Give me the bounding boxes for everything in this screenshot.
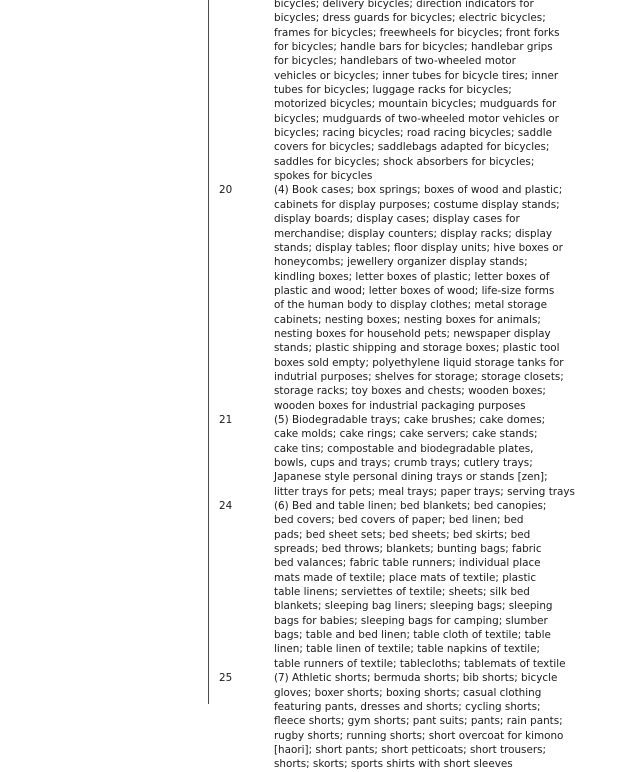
text-line: bed valances; fabric table runners; individual place [274,557,541,570]
text-line: indutrial purposes; shelves for storage; storage closets; [274,370,564,383]
goods-entry [0,183,624,413]
text-line: merchandise; display counters; display racks; display [274,227,552,240]
text-line: cabinets for display purposes; costume display stands; [274,198,560,211]
text-line: kindling boxes; letter boxes of plastic; letter boxes of [274,270,550,283]
text-line: saddles for bicycles; shock absorbers for bicycles; [274,155,535,168]
goods-description [274,499,566,671]
text-line: spreads; bed throws; blankets; bunting bags; fabric [274,543,542,556]
goods-entry [0,499,624,671]
text-line: [haori]; short pants; short petticoats; short trousers; [274,743,547,756]
text-line: cake tins; compostable and biodegradable plates, [274,442,534,455]
text-line: (7) Athletic shorts; bermuda shorts; bib shorts; bicycle [274,672,558,685]
text-line: rugby shorts; running shorts; short overcoat for kimono [274,729,564,742]
text-line: cake molds; cake rings; cake servers; cake stands; [274,428,538,441]
goods-entry [0,671,624,771]
text-line: tubes for bicycles; luggage racks for bicycles; [274,84,512,97]
goods-entry [0,0,624,183]
text-line: bicycles; racing bicycles; road racing bicycles; saddle [274,127,553,140]
text-line: shorts; skorts; sports shirts with short sleeves [274,758,513,771]
text-line: (5) Biodegradable trays; cake brushes; cake domes; [274,413,546,426]
text-line: of the human body to display clothes; metal storage [274,299,547,312]
text-line: nesting boxes for household pets; newspaper display [274,327,551,340]
text-line: featuring pants, dresses and shorts; cycling shorts; [274,700,541,713]
text-line: (4) Book cases; box springs; boxes of wood and plastic; [274,184,563,197]
text-line: bicycles; dress guards for bicycles; electric bicycles; [274,12,546,25]
goods-description [274,413,575,499]
text-line: Japanese style personal dining trays or stands [zen]; [274,471,548,484]
text-line: frames for bicycles; freewheels for bicycles; front forks [274,26,560,39]
class-number: 25 [219,672,233,685]
text-line: for bicycles; handlebars of two-wheeled motor [274,55,516,68]
text-line: bowls, cups and trays; crumb trays; cutlery trays; [274,457,533,469]
text-line: spokes for bicycles [274,170,373,183]
text-line: mats made of textile; place mats of textile; plastic [274,571,537,584]
goods-description [274,0,560,183]
text-line: blankets; sleeping bag liners; sleeping bags; sleeping [274,600,553,613]
text-line: boxes sold empty; polyethylene liquid storage tanks for [274,356,564,369]
text-line: litter trays for pets; meal trays; paper trays; serving trays [274,485,575,498]
text-line: bags for babies; sleeping bags for camping; slumber [274,614,548,627]
text-line: (6) Bed and table linen; bed blankets; bed canopies; [274,500,547,513]
text-line: motorized bicycles; mountain bicycles; mudguards for [274,98,557,111]
text-line: wooden boxes for industrial packaging purposes [274,399,526,412]
text-line: covers for bicycles; saddlebags adapted for bicycles; [274,141,550,154]
text-line: table runners of textile; tablecloths; tablemats of textile [274,657,566,670]
text-line: linen; table linen of textile; table napkins of textile; [274,643,541,656]
text-line: for bicycles; handle bars for bicycles; handlebar grips [274,41,553,54]
class-number: 24 [219,500,233,513]
text-line: bags; table and bed linen; table cloth of textile; table [274,629,551,642]
text-line: honeycombs; jewellery organizer display stands; [274,256,528,269]
goods-description [274,183,564,413]
text-line: fleece shorts; gym shorts; pant suits; pants; rain pants; [274,715,563,728]
text-line: bed covers; bed covers of paper; bed linen; bed [274,514,524,527]
text-line: stands; plastic shipping and storage boxes; plastic tool [274,342,560,355]
text-line: display boards; display cases; display cases for [274,213,520,226]
text-line: table linens; serviettes of textile; sheets; silk bed [274,586,530,599]
text-line: vehicles or bicycles; inner tubes for bicycle tires; inner [274,69,559,82]
text-line: gloves; boxer shorts; boxing shorts; casual clothing [274,686,542,699]
text-line: cabinets; nesting boxes; nesting boxes for animals; [274,313,541,326]
text-line: pads; bed sheet sets; bed sheets; bed skirts; bed [274,528,531,541]
text-line: stands; display tables; floor display units; hive boxes or [274,241,563,254]
text-line: plastic and wood; letter boxes of wood; life-size forms [274,284,555,297]
goods-description [274,671,564,771]
text-line: bicycles; mudguards of two-wheeled motor vehicles or [274,112,559,125]
text-line: storage racks; toy boxes and chests; wooden boxes; [274,385,546,398]
class-number: 21 [219,413,233,426]
goods-entry [0,413,624,499]
class-number: 20 [219,184,233,197]
text-line: bicycles; delivery bicycles; direction indicators for [274,0,534,10]
